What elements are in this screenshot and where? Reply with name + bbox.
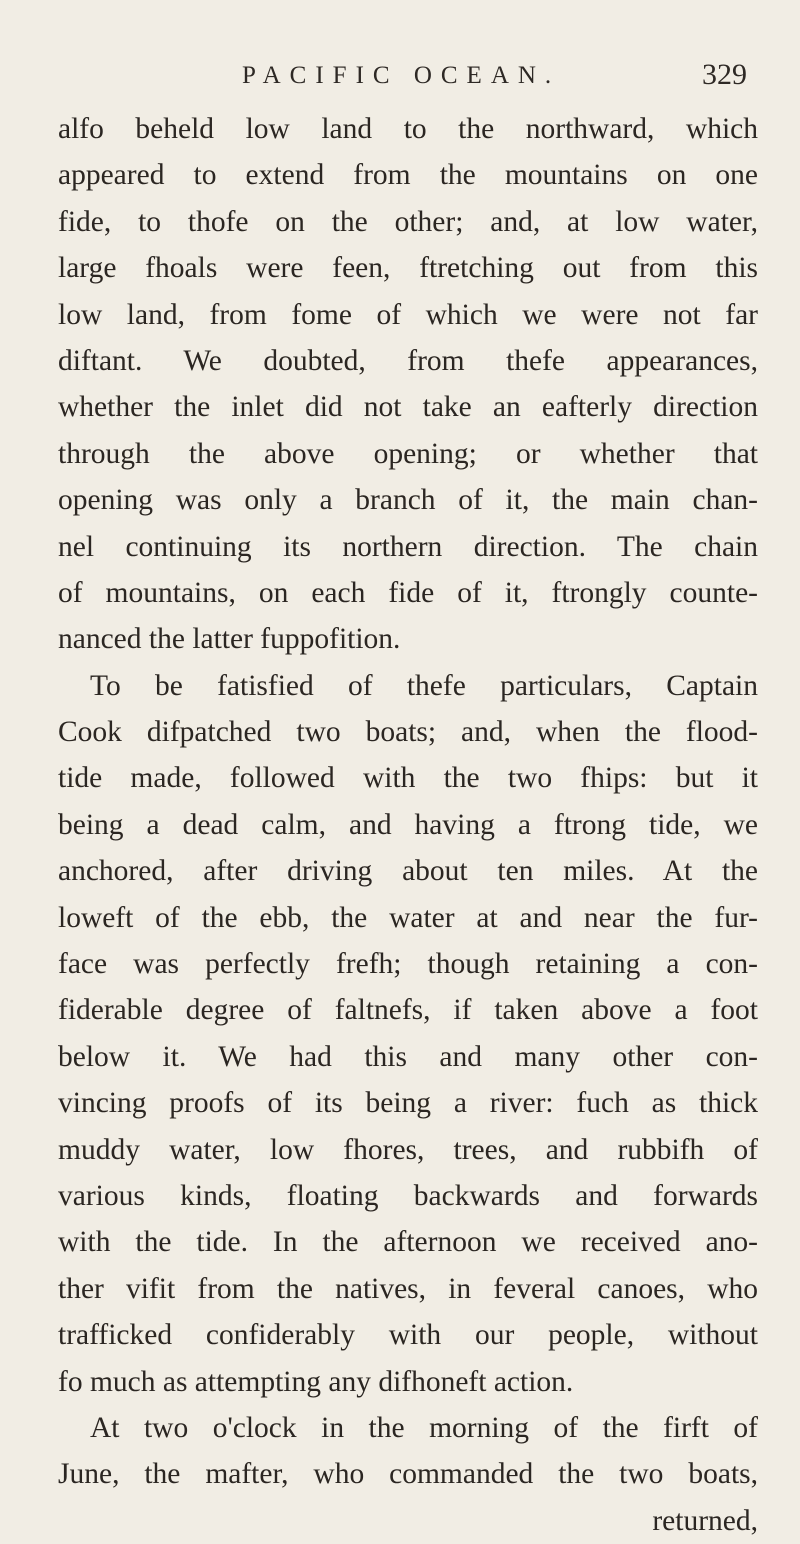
- running-head: PACIFIC OCEAN.: [242, 62, 561, 89]
- text-line: large fhoals were feen, ftretching out from this: [58, 252, 758, 285]
- text-line: low land, from fome of which we were not far: [58, 298, 758, 331]
- text-line: face was perfectly frefh; though retaining a con-: [58, 948, 758, 981]
- text-line: vincing proofs of its being a river: fuch as thick: [58, 1087, 758, 1120]
- text-line: To be fatisfied of thefe particulars, Captain: [90, 669, 758, 702]
- body-text: [58, 106, 758, 1544]
- text-line: of mountains, on each fide of it, ftrongly counte-: [58, 576, 758, 609]
- text-line: fiderable degree of faltnefs, if taken above a foot: [58, 994, 758, 1027]
- text-line: ther vifit from the natives, in feveral canoes, who: [58, 1272, 758, 1305]
- text-line: muddy water, low fhores, trees, and rubbifh of: [58, 1133, 758, 1166]
- text-line: various kinds, floating backwards and forwards: [58, 1179, 758, 1212]
- text-line: nel continuing its northern direction. The chain: [58, 530, 758, 563]
- text-line: opening was only a branch of it, the main chan-: [58, 484, 758, 517]
- page-number: 329: [702, 58, 747, 91]
- text-line: below it. We had this and many other con-: [58, 1040, 758, 1073]
- text-line: nanced the latter fuppofition.: [58, 623, 401, 656]
- text-line: diftant. We doubted, from thefe appearances,: [58, 344, 758, 377]
- text-line: loweft of the ebb, the water at and near the fur-: [58, 901, 758, 934]
- text-line: trafficked confiderably with our people, without: [58, 1319, 758, 1352]
- text-line: with the tide. In the afternoon we received ano-: [58, 1226, 758, 1259]
- text-line: appeared to extend from the mountains on one: [58, 159, 758, 192]
- text-line: At two o'clock in the morning of the firft of: [90, 1411, 758, 1444]
- text-line: alfo beheld low land to the northward, which: [58, 113, 758, 145]
- text-line: being a dead calm, and having a ftrong tide, we: [58, 808, 758, 841]
- text-line: anchored, after driving about ten miles. At the: [58, 855, 758, 888]
- text-line: Cook difpatched two boats; and, when the flood-: [58, 716, 758, 749]
- text-line: whether the inlet did not take an eafterly direction: [58, 391, 758, 424]
- text-line: fide, to thofe on the other; and, at low water,: [58, 205, 758, 238]
- text-line: through the above opening; or whether that: [58, 437, 758, 470]
- text-line: tide made, followed with the two fhips: but it: [58, 762, 758, 795]
- text-line: fo much as attempting any difhoneft action.: [58, 1365, 574, 1398]
- catchword: returned,: [652, 1504, 758, 1537]
- page-header: [0, 58, 800, 102]
- text-line: June, the mafter, who commanded the two boats,: [58, 1458, 758, 1491]
